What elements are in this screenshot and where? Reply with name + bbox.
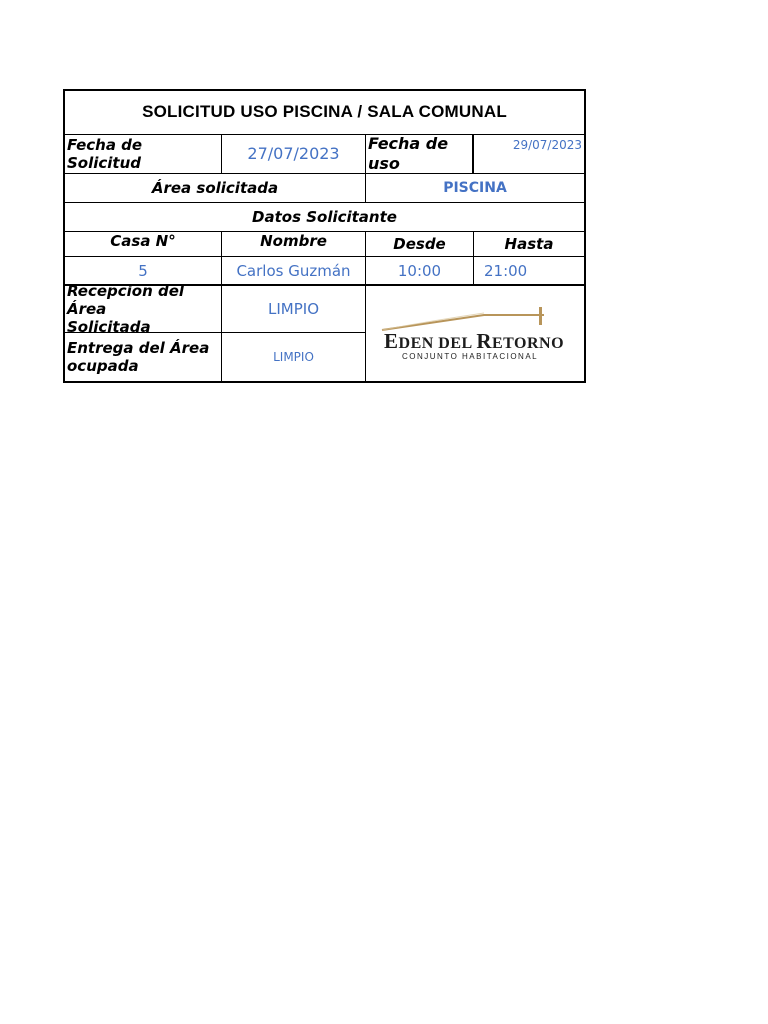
area-solicitada-label: Área solicitada — [151, 179, 279, 197]
cell-desde: 10:00 — [397, 261, 442, 280]
eden-del-retorno-logo — [366, 286, 584, 381]
entrega-value: LIMPIO — [273, 349, 314, 364]
entrega-label — [67, 333, 221, 381]
form-title: SOLICITUD USO PISCINA / SALA COMUNAL — [142, 102, 507, 122]
datos-solicitante-header: Datos Solicitante — [252, 208, 397, 226]
column-header-hasta: Hasta — [504, 235, 554, 253]
cell-nombre: Carlos Guzmán — [236, 261, 351, 280]
logo-wordmark — [384, 329, 564, 354]
area-solicitada-value: PISCINA — [443, 179, 507, 196]
recepcion-label — [67, 282, 221, 336]
logo-letter-e: E — [384, 329, 399, 353]
logo-letter-r: R — [476, 329, 492, 353]
column-header-desde: Desde — [393, 235, 446, 253]
recepcion-label-line2: Solicitada — [67, 318, 151, 336]
fecha-solicitud-label: Fecha de Solicitud — [67, 135, 143, 172]
request-form-table — [63, 89, 586, 383]
logo-text-etorno: ETORNO — [491, 335, 565, 352]
recepcion-value: LIMPIO — [268, 300, 319, 318]
entrega-label-line2: ocupada — [67, 357, 139, 375]
column-header-nombre: Nombre — [260, 232, 327, 250]
fecha-solicitud-value: 27/07/2023 — [247, 143, 340, 163]
logo-text-den-del: DEN DEL — [398, 335, 477, 352]
recepcion-label-line1: Recepcion del Área — [67, 282, 185, 318]
fecha-uso-value: 29/07/2023 — [512, 138, 582, 152]
column-header-casa: Casa N° — [110, 232, 176, 250]
cell-casa: 5 — [138, 261, 148, 280]
logo-subtitle: CONJUNTO HABITACIONAL — [402, 352, 539, 361]
entrega-label-line1: Entrega del Área — [67, 339, 210, 357]
fecha-uso-label: Fecha de uso — [368, 134, 449, 173]
col-divider — [365, 134, 366, 174]
cell-hasta: 21:00 — [484, 261, 528, 280]
